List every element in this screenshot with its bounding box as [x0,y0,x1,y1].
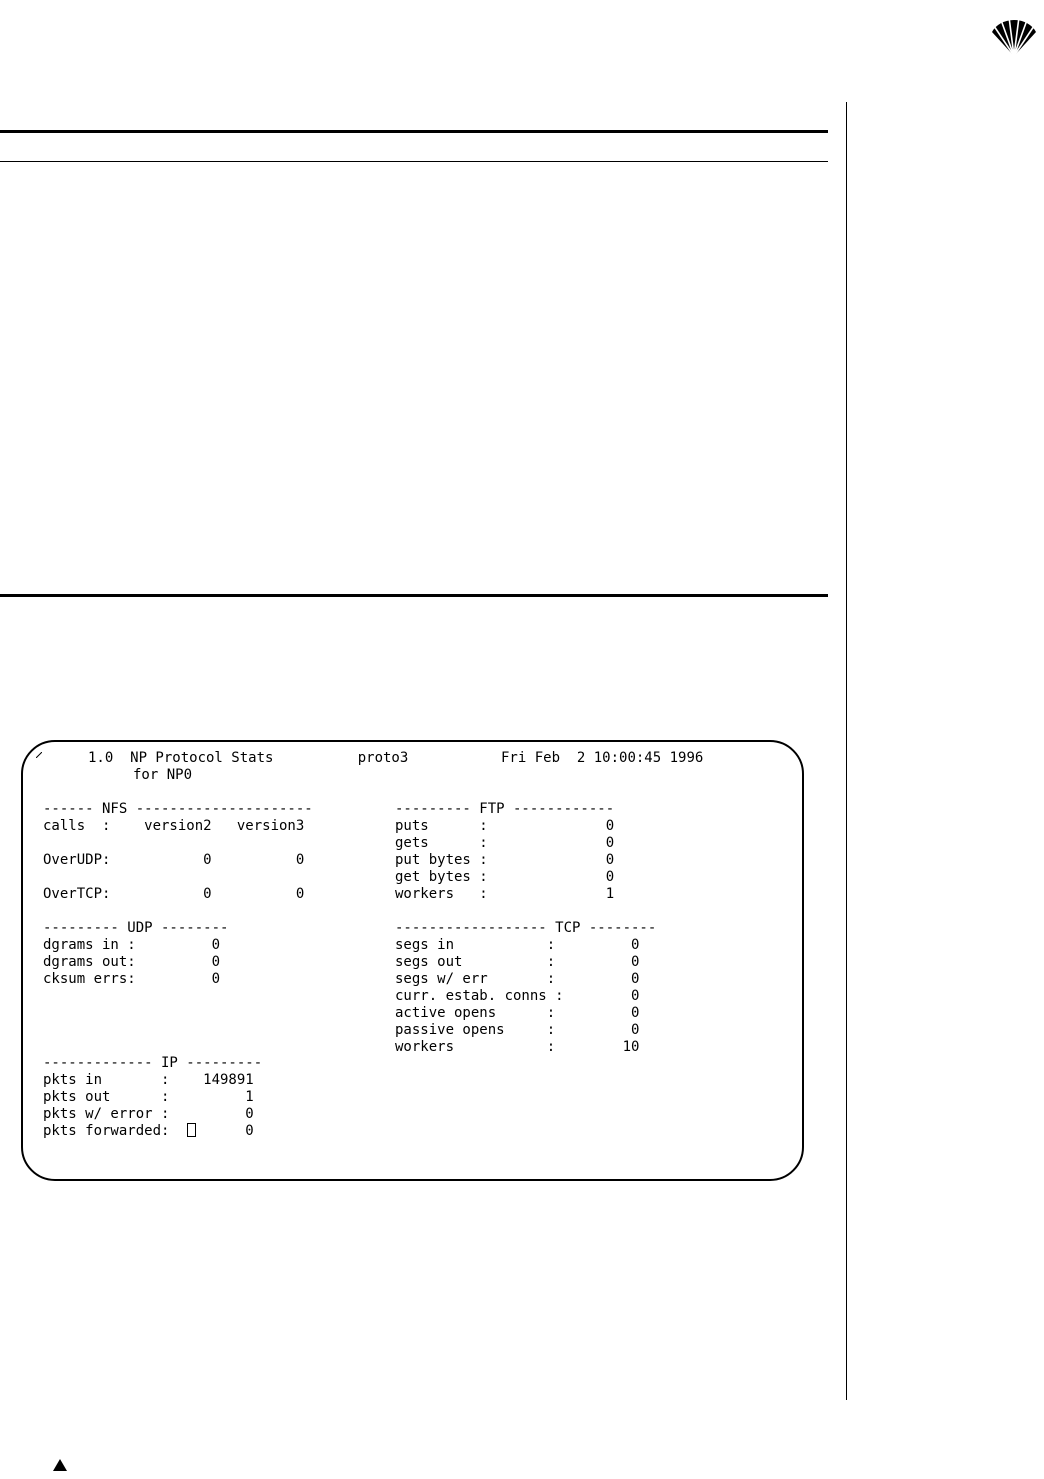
ftp-row: get bytes : 0 [395,869,615,885]
up-triangle-icon[interactable] [53,1459,67,1471]
ftp-row: put bytes : 0 [395,852,615,868]
ip-row: pkts forwarded: 0 [43,1123,254,1139]
top-rule-thin [0,161,828,162]
mid-rule-thick [0,594,828,597]
ftp-header: --------- FTP ------------ [395,801,615,817]
ip-row: pkts w/ error : 0 [43,1106,254,1122]
udp-row: dgrams in : 0 [43,937,221,953]
tcp-row: segs w/ err : 0 [395,971,640,987]
udp-header: --------- UDP -------- [43,920,229,936]
tcp-row: active opens : 0 [395,1005,640,1021]
tcp-row: workers : 10 [395,1039,640,1055]
nfs-row: OverTCP: 0 0 [43,886,305,902]
tcp-row: segs out : 0 [395,954,640,970]
udp-row: dgrams out: 0 [43,954,221,970]
ip-header: ------------- IP --------- [43,1055,263,1071]
text-cursor [187,1123,196,1137]
ftp-row: gets : 0 [395,835,615,851]
ip-row: pkts in : 149891 [43,1072,254,1088]
ftp-row: puts : 0 [395,818,615,834]
tcp-row: passive opens : 0 [395,1022,640,1038]
nfs-row: OverUDP: 0 0 [43,852,305,868]
tcp-row: curr. estab. conns : 0 [395,988,640,1004]
nfs-row: calls : version2 version3 [43,818,305,834]
nfs-header: ------ NFS --------------------- [43,801,313,817]
ftp-row: workers : 1 [395,886,615,902]
shell-logo-icon [990,16,1038,56]
tcp-row: segs in : 0 [395,937,640,953]
margin-rule [846,102,847,1400]
udp-row: cksum errs: 0 [43,971,221,987]
terminal-title: 1.0 NP Protocol Stats proto3 Fri Feb 2 10:00:45 1996 [88,750,704,766]
tcp-header: ------------------ TCP -------- [395,920,657,936]
top-rule-thick [0,130,828,133]
ip-row: pkts out : 1 [43,1089,254,1105]
corner-tick-icon [36,752,42,758]
terminal-subtitle: for NP0 [133,767,193,783]
